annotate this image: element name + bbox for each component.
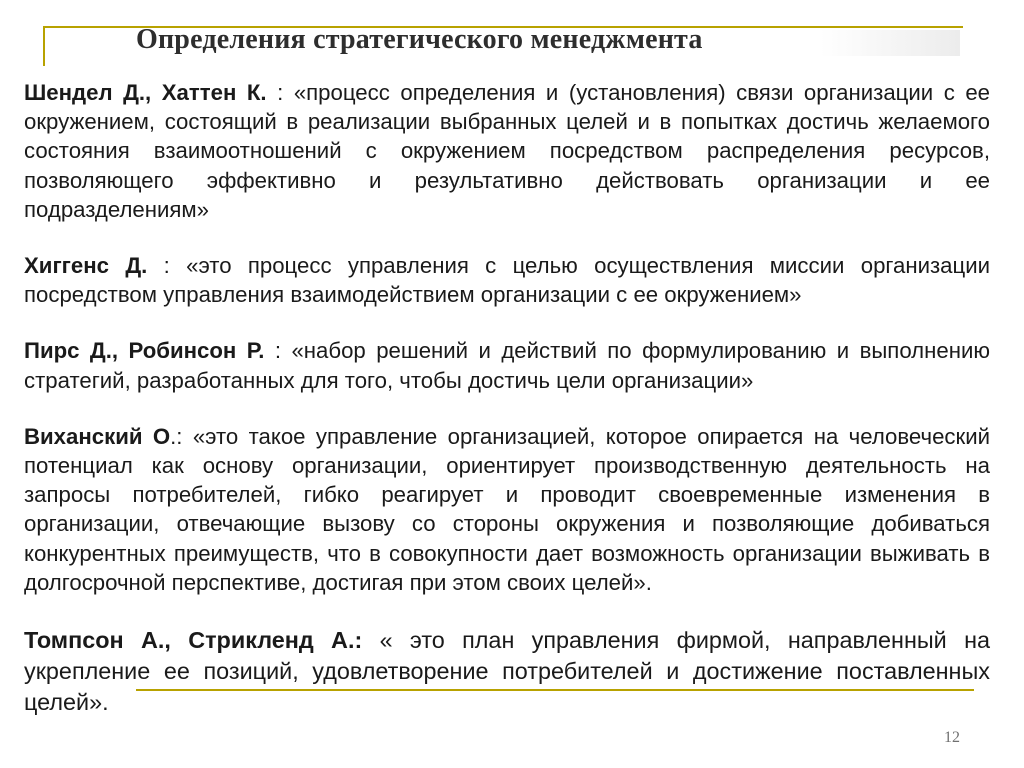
title-shade <box>820 30 960 56</box>
definition-paragraph <box>24 336 990 394</box>
definition-author: Виханский О <box>24 423 171 449</box>
definitions-list <box>24 78 990 718</box>
title-accent-bracket <box>43 26 45 66</box>
slide-title: Определения стратегического менеджмента <box>136 24 703 55</box>
definition-separator: .: <box>170 423 193 449</box>
definition-text: «это такое управление организацией, которое опирается на человеческий потенциал как основу организации, ориентирует производственную деятельность на запросы потребителей, гибко реагирует и проводит своевременные изменения в организации, отвечающие вызову со стороны окружения и позволяющие добиваться конкурентных преимуществ, что в совокупности дает возможность организации выживать в долгосрочной перспективе, достигая при этом своих целей». <box>24 423 990 595</box>
footer-accent-line <box>136 689 974 691</box>
definition-paragraph <box>24 78 990 224</box>
definition-paragraph <box>24 251 990 309</box>
definition-text: «набор решений и действий по формулированию и выполнению стратегий, разработанных для того, чтобы достичь цели организации» <box>24 338 990 393</box>
page-number: 12 <box>944 729 960 746</box>
definition-author: Пирс Д., Робинсон Р. <box>24 338 265 364</box>
definition-text: «процесс определения и (установления) связи организации с ее окружением, состоящий в реализации выбранных целей и в попытках достичь желаемого состояния взаимоотношений с окружением посредством распределения ресурсов, позволяющего эффективно и результативно действовать организации и ее подразделениям» <box>24 80 990 222</box>
definition-text: « это план управления фирмой, направленный на укрепление ее позиций, удовлетворение потребителей и достижение поставленных целей». <box>24 627 991 716</box>
definition-paragraph <box>24 422 990 597</box>
definition-author: Томпсон А., Стрикленд А.: <box>24 627 363 654</box>
definition-author: Шендел Д., Хаттен К. <box>24 80 267 105</box>
definition-text: «это процесс управления с целью осуществления миссии организации посредством управления взаимодействием организации с ее окружением» <box>24 253 991 308</box>
definition-paragraph <box>24 625 990 718</box>
definition-separator: : <box>266 80 294 105</box>
definition-separator: : <box>264 338 292 364</box>
definition-separator: : <box>147 253 187 279</box>
definition-author: Хиггенс Д. <box>24 253 148 279</box>
definition-separator <box>362 627 379 653</box>
